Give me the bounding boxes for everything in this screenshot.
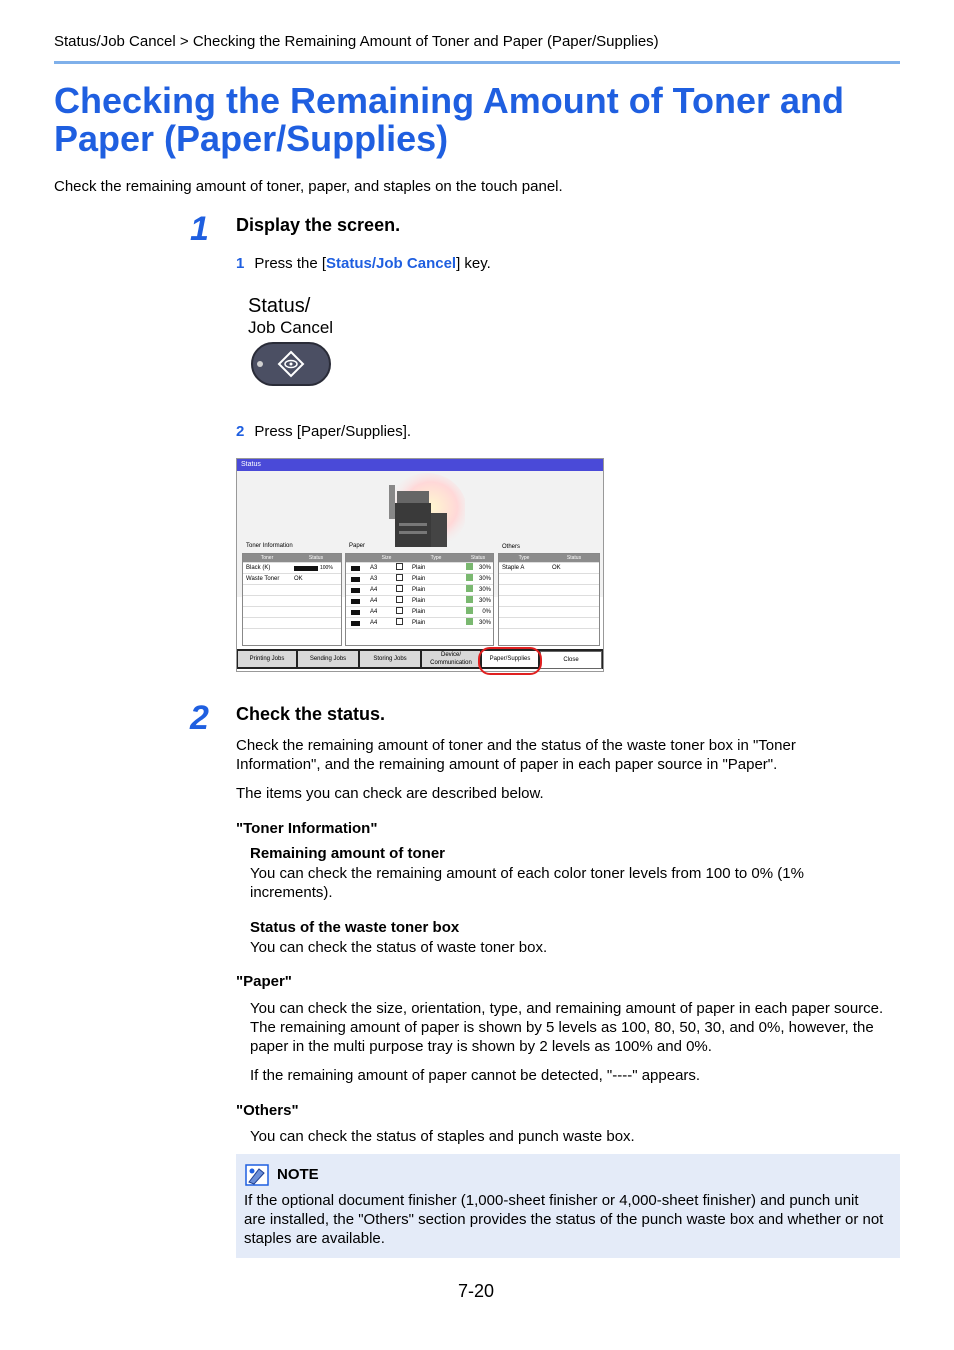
toner-header-toner: Toner bbox=[260, 555, 274, 561]
others-status: OK bbox=[552, 565, 561, 571]
others-header-type: Type bbox=[518, 555, 530, 561]
close-button[interactable]: Close bbox=[540, 651, 602, 669]
table-row bbox=[346, 562, 493, 573]
step-1-sub-1 bbox=[236, 254, 491, 273]
paper-level-value: 30% bbox=[478, 587, 491, 593]
breadcrumb: Status/Job Cancel > Checking the Remaining Amount of Toner and Paper (Paper/Supplies) bbox=[54, 33, 659, 50]
waste-toner-title: Status of the waste toner box bbox=[250, 919, 460, 936]
toner-info-label: Toner Information bbox=[246, 543, 293, 549]
panel-title: Status bbox=[237, 459, 603, 471]
step-1-number: 1 bbox=[190, 210, 209, 248]
paper-size bbox=[364, 607, 409, 617]
toner-header-status: Status bbox=[308, 555, 324, 561]
status-job-cancel-key-name: Status/Job Cancel bbox=[326, 255, 457, 272]
paper-orientation-icon bbox=[396, 585, 403, 592]
paper-size-value: A4 bbox=[370, 620, 378, 626]
paper-orientation-icon bbox=[396, 618, 403, 625]
paper-type: Plain bbox=[412, 620, 426, 626]
step-1-sub-2 bbox=[236, 422, 411, 441]
key-label-line-2: Job Cancel bbox=[248, 318, 334, 337]
note-text: If the optional document finisher (1,000-sheet finisher or 4,000-sheet finisher) and punch unit are installed, the "Others" section provides the status of the punch waste box and whether or not staples are available. bbox=[244, 1192, 884, 1247]
tray-icon bbox=[346, 607, 364, 617]
paper-size bbox=[364, 596, 409, 606]
toner-info-heading: "Toner Information" bbox=[236, 820, 378, 837]
sub-step-text-pre: Press the [ bbox=[254, 255, 327, 272]
table-row bbox=[346, 606, 493, 617]
paper-orientation-icon bbox=[396, 607, 403, 614]
tray-icon bbox=[346, 618, 364, 628]
printer-illustration-icon bbox=[375, 473, 465, 553]
paper-size-value: A3 bbox=[370, 576, 378, 582]
paper-type: Plain bbox=[412, 576, 426, 582]
sub-step-number: 1 bbox=[236, 255, 245, 272]
toner-status: OK bbox=[294, 576, 303, 582]
paper-size bbox=[364, 574, 409, 584]
table-row bbox=[243, 562, 341, 573]
paper-level-icon bbox=[466, 618, 473, 625]
paper-text-2: If the remaining amount of paper cannot be detected, "----" appears. bbox=[250, 1067, 701, 1084]
table-row bbox=[346, 584, 493, 595]
paper-table bbox=[345, 553, 494, 646]
paper-size-value: A4 bbox=[370, 598, 378, 604]
paper-orientation-icon bbox=[396, 574, 403, 581]
sub-step-text-post: ] key. bbox=[456, 255, 491, 272]
paper-level-icon bbox=[466, 574, 473, 581]
paper-status bbox=[463, 618, 493, 628]
paper-status bbox=[463, 585, 493, 595]
paper-text-1: You can check the size, orientation, type, and remaining amount of paper in each paper source. The remaining amount of paper is shown by 5 levels as 100, 80, 50, 30, and 0%, however, the paper in the multi purpose tray is shown by 2 levels as 100% and 0%. bbox=[250, 1000, 884, 1055]
others-header-status: Status bbox=[566, 555, 582, 561]
paper-header-size: Size bbox=[381, 555, 392, 561]
others-type: Staple A bbox=[502, 565, 525, 571]
tab-printing-jobs[interactable]: Printing Jobs bbox=[238, 651, 296, 667]
step-1-heading: Display the screen. bbox=[236, 215, 401, 235]
paper-header-status: Status bbox=[470, 555, 486, 561]
toner-status bbox=[291, 563, 341, 573]
others-heading: "Others" bbox=[236, 1102, 299, 1119]
tab-storing-jobs[interactable]: Storing Jobs bbox=[360, 651, 420, 667]
paper-status bbox=[463, 563, 493, 573]
note-label: NOTE bbox=[277, 1166, 319, 1183]
paper-level-value: 30% bbox=[478, 576, 491, 582]
toner-name: Black (K) bbox=[246, 565, 271, 571]
table-row bbox=[499, 562, 599, 573]
paper-size bbox=[364, 585, 409, 595]
paper-type: Plain bbox=[412, 609, 426, 615]
toner-level-bar bbox=[294, 566, 318, 571]
others-text: You can check the status of staples and punch waste box. bbox=[250, 1128, 635, 1145]
waste-toner-text: You can check the status of waste toner box. bbox=[250, 939, 548, 956]
table-row bbox=[346, 595, 493, 606]
paper-type: Plain bbox=[412, 598, 426, 604]
paper-size bbox=[364, 618, 409, 628]
paper-level-icon bbox=[466, 585, 473, 592]
paper-size-value: A4 bbox=[370, 609, 378, 615]
paper-size-value: A4 bbox=[370, 587, 378, 593]
paper-level-value: 30% bbox=[478, 565, 491, 571]
paper-level-value: 30% bbox=[478, 620, 491, 626]
paper-level-value: 30% bbox=[478, 598, 491, 604]
paper-orientation-icon bbox=[396, 596, 403, 603]
highlight-ring bbox=[478, 647, 542, 675]
table-row bbox=[346, 573, 493, 584]
page-number: 7-20 bbox=[458, 1281, 495, 1301]
status-job-cancel-key-button[interactable] bbox=[250, 341, 334, 387]
table-row bbox=[346, 617, 493, 628]
tab-paper-supplies[interactable]: Paper/Supplies bbox=[482, 651, 538, 667]
paper-header-type: Type bbox=[430, 555, 442, 561]
paper-size-value: A3 bbox=[370, 565, 378, 571]
others-table bbox=[498, 553, 600, 646]
paper-label: Paper bbox=[349, 543, 366, 549]
header-divider bbox=[54, 61, 900, 64]
tab-device-communication[interactable]: Device/ Communication bbox=[422, 651, 480, 667]
paper-level-icon bbox=[466, 607, 473, 614]
paper-type: Plain bbox=[412, 565, 426, 571]
tray-icon bbox=[346, 585, 364, 595]
key-label-line-1: Status/ bbox=[248, 295, 311, 317]
note-box bbox=[236, 1154, 900, 1258]
paper-status bbox=[463, 596, 493, 606]
step-2-para-1: Check the remaining amount of toner and the status of the waste toner box in "Toner Information", and the remaining amount of paper in each paper source in "Paper". bbox=[236, 737, 796, 773]
tray-icon bbox=[346, 563, 364, 573]
paper-heading: "Paper" bbox=[236, 973, 292, 990]
paper-size bbox=[364, 563, 409, 573]
step-2-heading: Check the status. bbox=[236, 704, 386, 724]
panel-tab-bar bbox=[237, 649, 603, 669]
toner-table bbox=[242, 553, 342, 646]
toner-percent: 100% bbox=[320, 565, 333, 571]
others-label: Others bbox=[502, 544, 521, 550]
tray-icon bbox=[346, 574, 364, 584]
page-title: Checking the Remaining Amount of Toner and Paper (Paper/Supplies) bbox=[54, 80, 845, 159]
status-screen-panel bbox=[236, 458, 604, 672]
tray-icon bbox=[346, 596, 364, 606]
sub-step-number: 2 bbox=[236, 423, 245, 440]
step-2-para-2: The items you can check are described below. bbox=[236, 785, 544, 802]
paper-level-icon bbox=[466, 563, 473, 570]
paper-level-icon bbox=[466, 596, 473, 603]
paper-level-value: 0% bbox=[482, 609, 491, 615]
remaining-toner-title: Remaining amount of toner bbox=[250, 845, 445, 862]
step-2-number: 2 bbox=[190, 699, 209, 737]
note-icon bbox=[245, 1164, 269, 1186]
table-row bbox=[243, 573, 341, 584]
tab-sending-jobs[interactable]: Sending Jobs bbox=[298, 651, 358, 667]
remaining-toner-text: You can check the remaining amount of each color toner levels from 100 to 0% (1% increments). bbox=[250, 865, 804, 901]
paper-status bbox=[463, 574, 493, 584]
intro-text: Check the remaining amount of toner, paper, and staples on the touch panel. bbox=[54, 178, 563, 195]
paper-orientation-icon bbox=[396, 563, 403, 570]
sub-step-text: Press [Paper/Supplies]. bbox=[254, 423, 412, 440]
status-job-cancel-key-illustration bbox=[248, 295, 358, 390]
paper-type: Plain bbox=[412, 587, 426, 593]
paper-status bbox=[463, 607, 493, 617]
toner-name: Waste Toner bbox=[246, 576, 280, 582]
